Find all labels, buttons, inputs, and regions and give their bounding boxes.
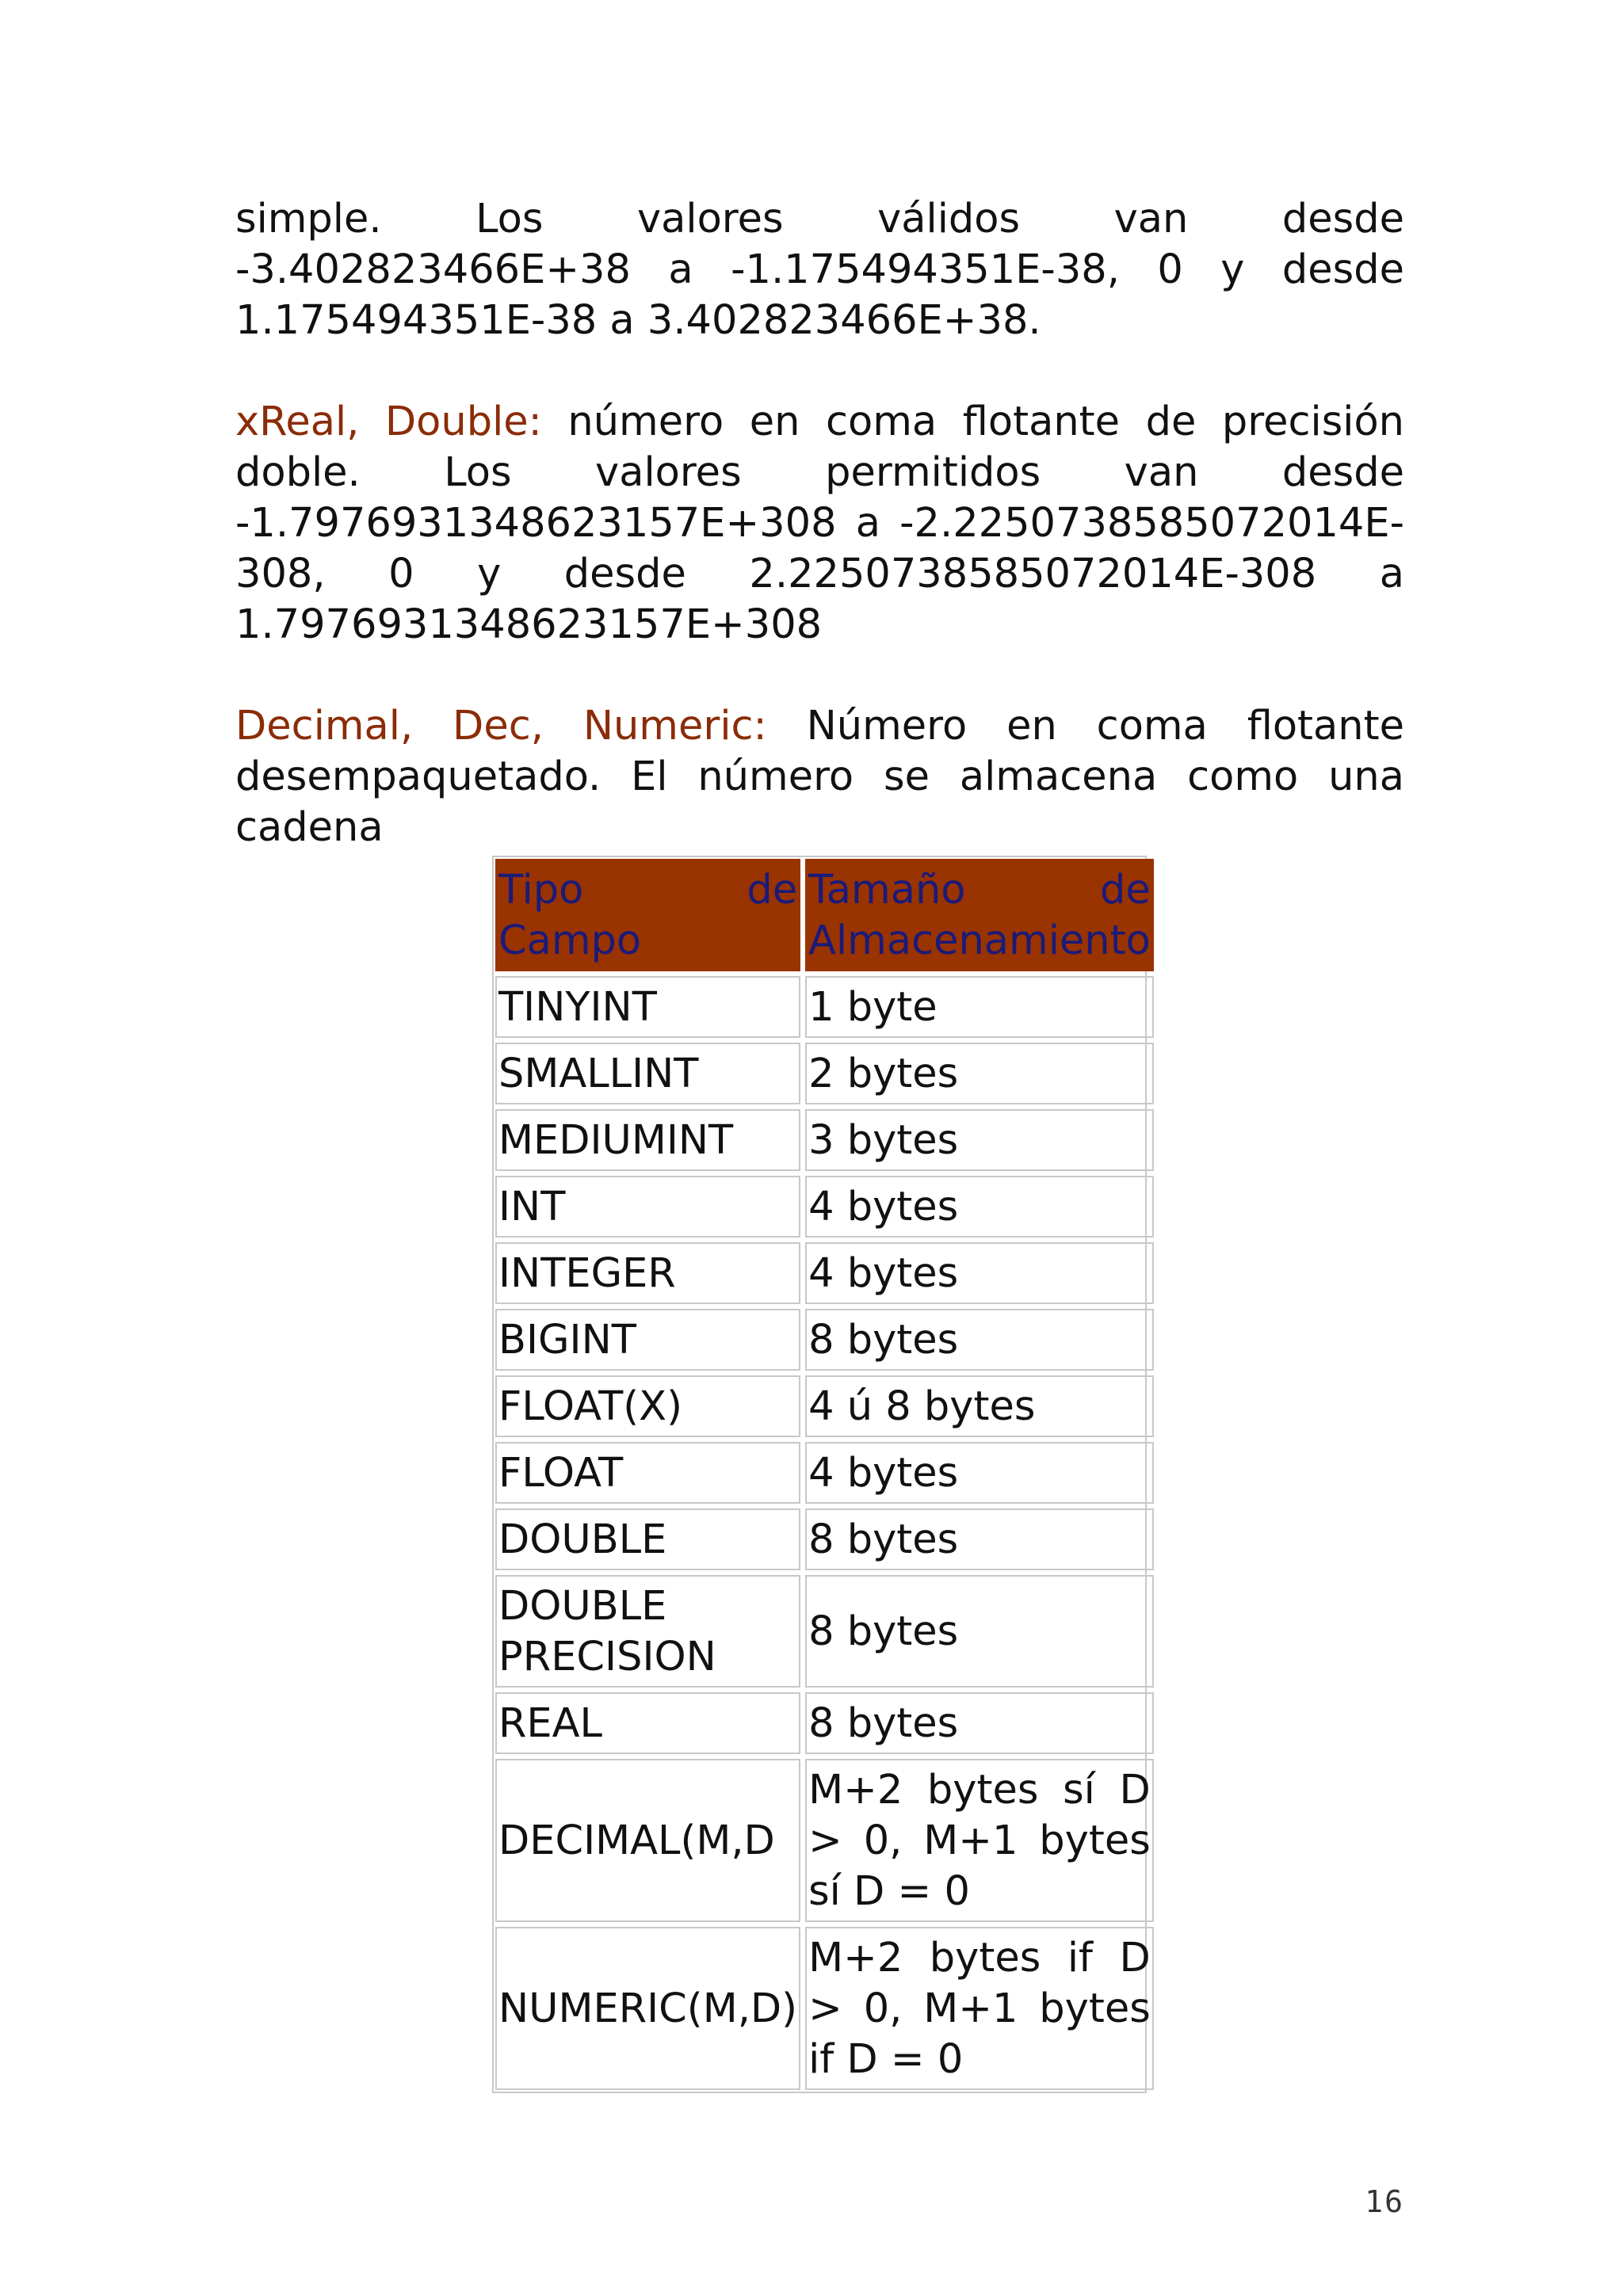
cell-storage-size: 8 bytes — [805, 1508, 1154, 1570]
cell-storage-size: 8 bytes — [805, 1575, 1154, 1688]
cell-field-type: SMALLINT — [495, 1043, 800, 1104]
table-row — [495, 976, 1154, 1038]
paragraph-float-range — [235, 194, 1404, 346]
cell-field-type: DOUBLE — [495, 1508, 800, 1570]
cell-storage-size: 8 bytes — [805, 1309, 1154, 1371]
table-row — [495, 1242, 1154, 1304]
paragraph-text: número en coma flotante de precisión doble. Los valores permitidos van desde -1.7976931348623157E+308 a -2.2250738585072014E-308, 0 y desde 2.2250738585072014E-308 a 1.7976931348623157E+308 — [235, 399, 1404, 648]
table — [491, 854, 1159, 2095]
table-row — [495, 1176, 1154, 1238]
cell-storage-size: 3 bytes — [805, 1109, 1154, 1171]
table-row — [495, 1508, 1154, 1570]
cell-field-type: TINYINT — [495, 976, 800, 1038]
table-row — [495, 1375, 1154, 1437]
table-row — [495, 1309, 1154, 1371]
cell-field-type: FLOAT — [495, 1442, 800, 1504]
cell-field-type: MEDIUMINT — [495, 1109, 800, 1171]
header-storage-size: Tamaño de Almacenamiento — [805, 859, 1154, 971]
paragraph-text: simple. Los valores válidos van desde -3.402823466E+38 a -1.175494351E-38, 0 y desde 1.175494351E-38 a 3.402823466E+38. — [235, 196, 1404, 344]
table-row — [495, 1575, 1154, 1688]
cell-storage-size: M+2 bytes if D > 0, M+1 bytes if D = 0 — [805, 1927, 1154, 2090]
table-row — [495, 1442, 1154, 1504]
cell-field-type: FLOAT(X) — [495, 1375, 800, 1437]
term-label: xReal, Double: — [235, 399, 542, 445]
storage-size-table — [492, 856, 1151, 2093]
cell-storage-size: 4 ú 8 bytes — [805, 1375, 1154, 1437]
header-field-type: Tipo de Campo — [495, 859, 800, 971]
table-row — [495, 1759, 1154, 1922]
table-header-row — [495, 859, 1154, 971]
cell-field-type: INTEGER — [495, 1242, 800, 1304]
cell-field-type: INT — [495, 1176, 800, 1238]
cell-storage-size: 4 bytes — [805, 1176, 1154, 1238]
table-row — [495, 1927, 1154, 2090]
paragraph-decimal — [235, 701, 1404, 853]
cell-storage-size: 8 bytes — [805, 1692, 1154, 1754]
cell-storage-size: M+2 bytes sí D > 0, M+1 bytes sí D = 0 — [805, 1759, 1154, 1922]
table-row — [495, 1043, 1154, 1104]
page-number: 16 — [1365, 2184, 1404, 2219]
cell-field-type: BIGINT — [495, 1309, 800, 1371]
table-row — [495, 1692, 1154, 1754]
cell-field-type: DECIMAL(M,D — [495, 1759, 800, 1922]
paragraph-text: Número en coma flotante desempaquetado. El número se almacena como una cadena — [235, 703, 1404, 851]
cell-storage-size: 2 bytes — [805, 1043, 1154, 1104]
cell-storage-size: 1 byte — [805, 976, 1154, 1038]
table-row — [495, 1109, 1154, 1171]
term-label: Decimal, Dec, Numeric: — [235, 703, 767, 749]
cell-storage-size: 4 bytes — [805, 1242, 1154, 1304]
cell-storage-size: 4 bytes — [805, 1442, 1154, 1504]
document-body — [235, 194, 1404, 853]
paragraph-real-double — [235, 397, 1404, 650]
cell-field-type: REAL — [495, 1692, 800, 1754]
cell-field-type: NUMERIC(M,D) — [495, 1927, 800, 2090]
cell-field-type: DOUBLE PRECISION — [495, 1575, 800, 1688]
